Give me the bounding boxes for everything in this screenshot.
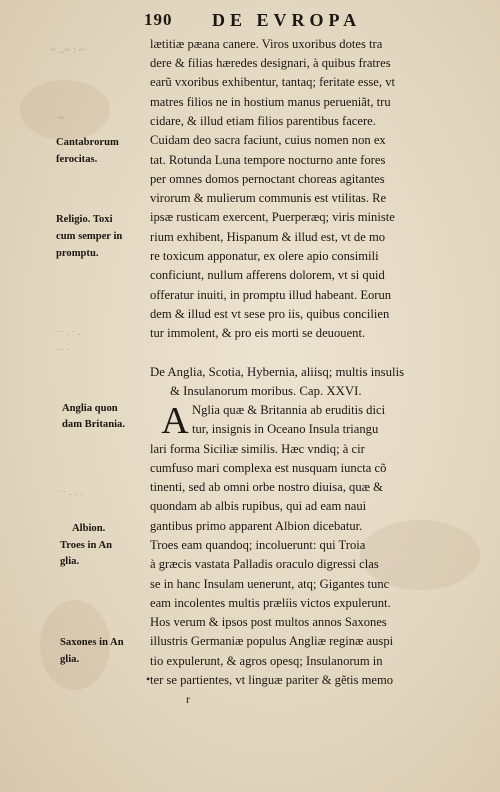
text-line: illustris Germaniæ populus Angliæ reginæ auspi bbox=[150, 634, 394, 648]
text-line: Nglia quæ & Britannia ab eruditis dici bbox=[192, 403, 386, 417]
marginal-note: glia. bbox=[60, 556, 80, 567]
text-line: à græcis vastata Palladis oraculo digressi clas bbox=[150, 557, 379, 571]
marginal-note: Saxones in An bbox=[60, 637, 124, 648]
text-line: Hos verum & ipsos post multos annos Saxones bbox=[150, 615, 387, 629]
text-line: per omnes domos pernoctant choreas agitantes bbox=[150, 172, 385, 186]
text-line: Cuidam deo sacra faciunt, cuius nomen non ex bbox=[150, 133, 386, 147]
marginal-note: Anglia quon bbox=[62, 403, 118, 414]
text-line: re toxicum apponatur, ex olere apio consimili bbox=[150, 249, 379, 263]
text-line: Troes eam quandoq; incoluerunt: qui Troia bbox=[150, 538, 366, 552]
text-line: virorum & mulierum communis est vtilitas. Re bbox=[150, 191, 387, 205]
show-through-mark: ~ bbox=[58, 112, 64, 124]
page-header bbox=[140, 10, 480, 32]
text-line: earũ vxoribus exhibentur, tantaq; feritate esse, vt bbox=[150, 75, 395, 89]
page-number: 190 bbox=[144, 10, 173, 29]
text-line: quondam ab albis rupibus, qui ad eam naui bbox=[150, 499, 367, 513]
text-line: lari forma Siciliæ similis. Hæc vndiq; à cir bbox=[150, 442, 365, 456]
marginal-note: dam Britania. bbox=[62, 419, 125, 430]
text-line: tio expulerunt, & agros opesq; Insulanorum in bbox=[150, 654, 383, 668]
show-through-mark: ·· . · . bbox=[56, 326, 81, 338]
drop-cap: A bbox=[161, 400, 189, 442]
catchword: r bbox=[186, 692, 190, 706]
text-line: se in hanc Insulam uenerunt, atq; Gigantes tunc bbox=[150, 577, 390, 591]
text-line: matres filios ne in hostium manus perueniãt, tru bbox=[150, 95, 391, 109]
marginal-note: ferocitas. bbox=[56, 154, 98, 165]
marginal-note: Troes in An bbox=[60, 540, 113, 551]
text-line: tur immolent, & pro eis morti se deuouent. bbox=[150, 326, 366, 340]
text-line: ipsæ rusticam exercent, Puerperæq; viris ministe bbox=[150, 210, 395, 224]
text-line: gantibus primo apparent Albion dicebatur. bbox=[150, 519, 363, 533]
line-mark: • bbox=[146, 672, 151, 686]
text-line: dem & illud est vt sese pro iis, quibus concilien bbox=[150, 307, 390, 321]
show-through-mark: ~ ..~ : ~ bbox=[50, 44, 85, 56]
marginal-note: Albion. bbox=[72, 523, 106, 534]
text-line: tat. Rotunda Luna tempore nocturno ante fores bbox=[150, 153, 386, 167]
text-line: cumfuso mari complexa est nusquam iuncta cõ bbox=[150, 461, 387, 475]
marginal-note: Religio. Toxi bbox=[56, 214, 113, 225]
chapter-heading-line: & Insulanorum moribus. Cap. XXVI. bbox=[170, 384, 362, 398]
text-line: ter se partientes, vt linguæ pariter & gẽtis memo bbox=[150, 673, 394, 687]
chapter-heading-line: De Anglia, Scotia, Hybernia, aliisq; multis insulis bbox=[150, 365, 405, 379]
text-line: lætitiæ pæana canere. Viros uxoribus dotes tra bbox=[150, 37, 383, 51]
paper-stain bbox=[20, 80, 110, 140]
text-line: offeratur inuiti, in promptu illud habeant. Eorun bbox=[150, 288, 392, 302]
text-line: dere & filias hæredes designari, à quibus fratres bbox=[150, 56, 391, 70]
marginal-note: cum semper in bbox=[56, 231, 123, 242]
marginal-note: glia. bbox=[60, 654, 80, 665]
marginal-note: Cantabrorum bbox=[56, 137, 119, 148]
text-line: eam incolentes multis prælíis victos expulerunt. bbox=[150, 596, 391, 610]
text-line: conficiunt, nullum afferens dolorem, vt si quid bbox=[150, 268, 385, 282]
marginal-note: promptu. bbox=[56, 248, 99, 259]
running-head: DE EVROPA bbox=[212, 10, 362, 30]
show-through-mark: · · . . . bbox=[56, 486, 83, 498]
text-line: tur, insignis in Oceano Insula triangu bbox=[192, 422, 379, 436]
text-line: tinenti, sed ab omni orbe nostro diuisa, quæ & bbox=[150, 480, 383, 494]
text-line: cidare, & illud etiam filios parentibus facere. bbox=[150, 114, 376, 128]
text-line: rium exhibent, Hispanum & illud est, vt de mo bbox=[150, 230, 386, 244]
show-through-mark: ·· · bbox=[56, 344, 70, 356]
